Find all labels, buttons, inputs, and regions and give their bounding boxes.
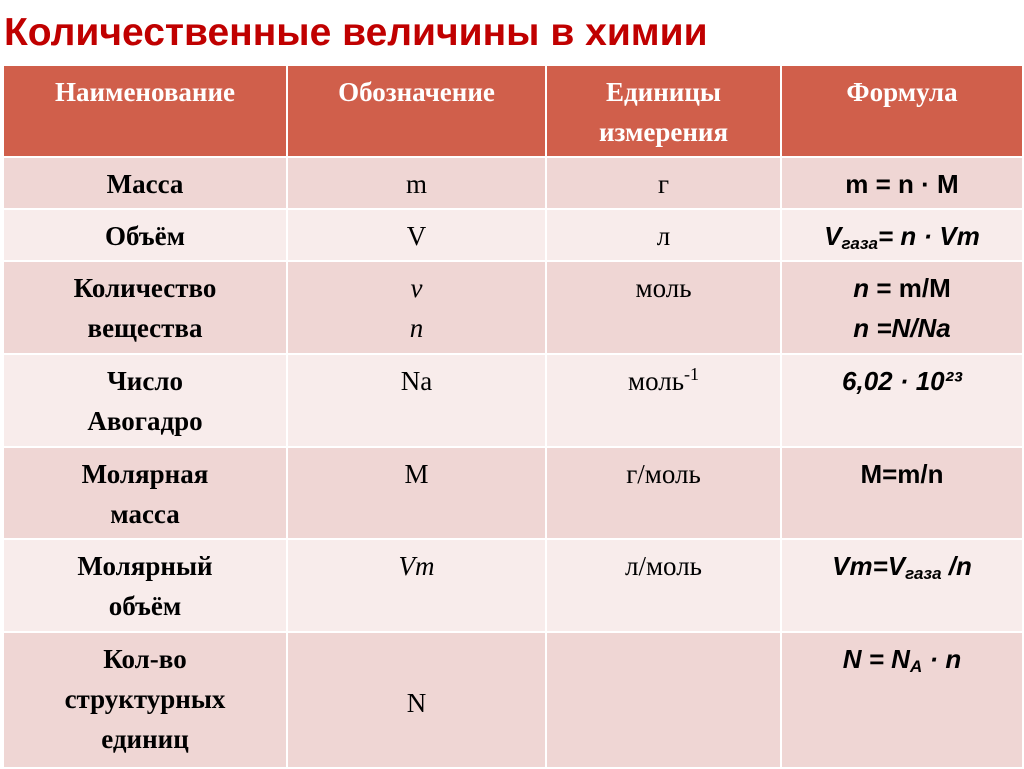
table-row-amount bbox=[3, 261, 1023, 354]
cell-formula bbox=[781, 632, 1023, 768]
name-line3: единиц bbox=[101, 724, 189, 754]
formula-rest: = n · Vm bbox=[877, 221, 980, 251]
cell-name bbox=[3, 632, 287, 768]
table-row-volume bbox=[3, 209, 1023, 261]
cell-formula bbox=[781, 539, 1023, 632]
name-line1: Количество bbox=[73, 273, 217, 303]
header-units-line2: измерения bbox=[598, 117, 729, 147]
cell-formula bbox=[781, 261, 1023, 354]
formula-subscript: газа bbox=[841, 234, 878, 253]
header-symbol: Обозначение bbox=[287, 65, 546, 157]
cell-units: г bbox=[546, 157, 781, 209]
formula-rest: · n bbox=[922, 644, 962, 674]
cell-symbol: Vm bbox=[287, 539, 546, 632]
table-row-molar-mass bbox=[3, 447, 1023, 539]
cell-formula bbox=[781, 209, 1023, 261]
cell-units: г/моль bbox=[546, 447, 781, 539]
cell-symbol: Na bbox=[287, 354, 546, 447]
header-units bbox=[546, 65, 781, 157]
units-superscript: -1 bbox=[684, 364, 700, 384]
table-row-avogadro bbox=[3, 354, 1023, 447]
header-name: Наименование bbox=[3, 65, 287, 157]
formula-var: n bbox=[853, 273, 870, 303]
header-formula: Формула bbox=[781, 65, 1023, 157]
cell-name bbox=[3, 447, 287, 539]
cell-name bbox=[3, 261, 287, 354]
formula-rest: = m/M bbox=[869, 273, 951, 303]
name-line2: вещества bbox=[87, 313, 203, 343]
formula-subscript: A bbox=[909, 657, 923, 676]
units-main: моль bbox=[627, 366, 685, 396]
cell-formula: M=m/n bbox=[781, 447, 1023, 539]
formula-subscript: газа bbox=[905, 564, 942, 583]
cell-symbol: N bbox=[287, 632, 546, 768]
name-line1: Кол-во bbox=[103, 644, 187, 674]
name-line2: структурных bbox=[64, 684, 226, 714]
symbol-line2: n bbox=[409, 313, 424, 343]
cell-units: л/моль bbox=[546, 539, 781, 632]
cell-units bbox=[546, 354, 781, 447]
cell-formula: 6,02 · 10²³ bbox=[781, 354, 1023, 447]
name-line1: Число bbox=[106, 366, 183, 396]
slide-title: Количественные величины в химии bbox=[4, 11, 708, 54]
cell-name: Масса bbox=[3, 157, 287, 209]
name-line2: объём bbox=[108, 591, 182, 621]
name-line2: Авогадро bbox=[87, 406, 203, 436]
cell-symbol bbox=[287, 261, 546, 354]
cell-units: моль bbox=[546, 261, 781, 354]
formula-line1 bbox=[790, 268, 1014, 308]
header-row bbox=[3, 65, 1023, 157]
cell-units bbox=[546, 632, 781, 768]
name-line1: Молярный bbox=[77, 551, 213, 581]
cell-formula: m = n · M bbox=[781, 157, 1023, 209]
symbol-line1: ν bbox=[410, 273, 423, 303]
formula-rest: /n bbox=[941, 551, 972, 581]
table-row-mass bbox=[3, 157, 1023, 209]
cell-symbol: M bbox=[287, 447, 546, 539]
cell-symbol: m bbox=[287, 157, 546, 209]
name-line2: масса bbox=[110, 499, 180, 529]
name-line1: Молярная bbox=[81, 459, 209, 489]
cell-symbol: V bbox=[287, 209, 546, 261]
table-row-molar-volume bbox=[3, 539, 1023, 632]
formula-var: V bbox=[824, 221, 842, 251]
formula-var: N = N bbox=[842, 644, 910, 674]
cell-name bbox=[3, 354, 287, 447]
table-row-particles bbox=[3, 632, 1023, 768]
cell-units: л bbox=[546, 209, 781, 261]
header-units-line1: Единицы bbox=[606, 77, 721, 107]
formula-var: Vm=V bbox=[832, 551, 906, 581]
formula-line2: n =N/Na bbox=[853, 313, 951, 343]
cell-name: Объём bbox=[3, 209, 287, 261]
quantities-table bbox=[2, 64, 1024, 769]
cell-name bbox=[3, 539, 287, 632]
